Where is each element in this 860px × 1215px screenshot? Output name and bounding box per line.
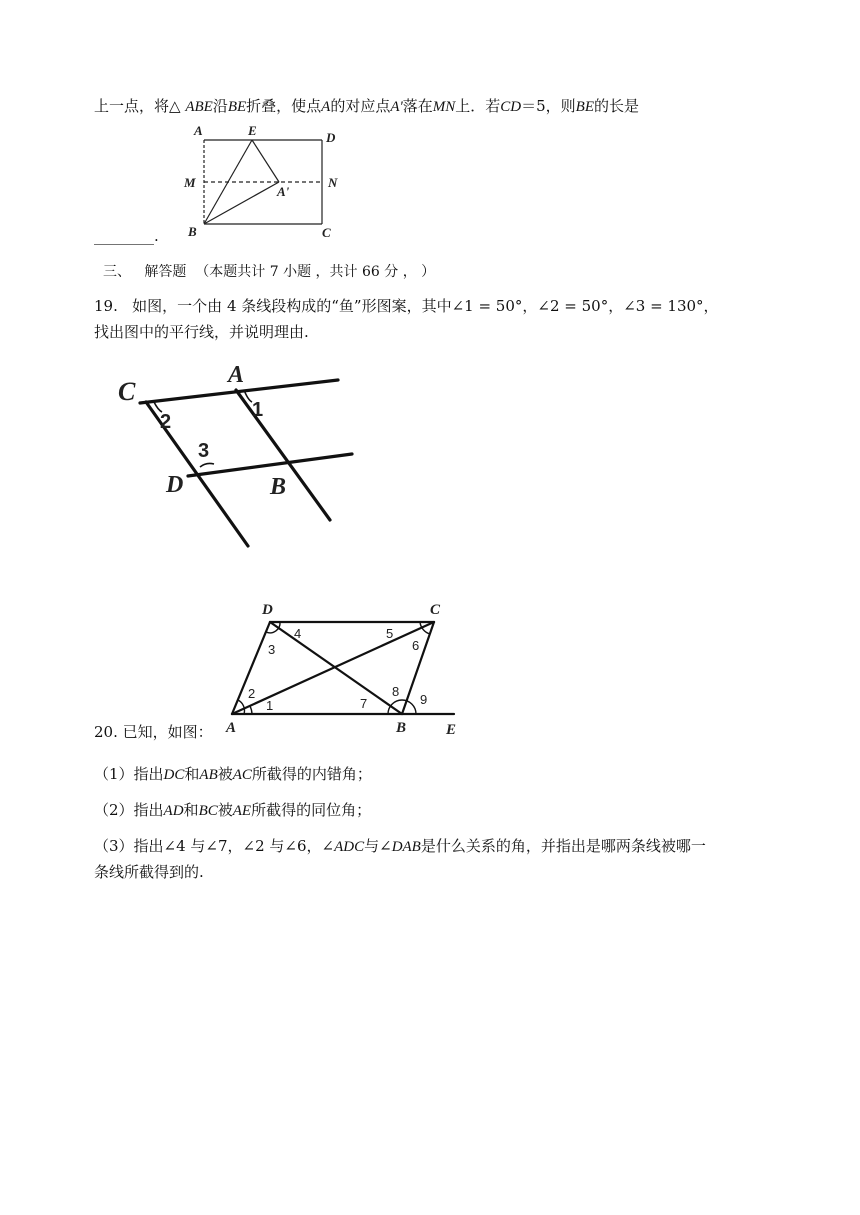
q20-text-part: 与∠ — [364, 837, 392, 855]
q20-text-part: （3）指出∠4 与∠7，∠2 与∠6，∠ — [94, 837, 335, 855]
label-a: A — [194, 123, 203, 138]
line-db — [188, 454, 352, 476]
angle-3-arc — [200, 463, 214, 467]
q18-text-part: 落在 — [402, 97, 433, 115]
label-n: N — [328, 175, 338, 190]
label-c: C — [322, 225, 331, 240]
q18-text-part: ＝5，则 — [521, 97, 576, 115]
angle-3-label: 3 — [268, 642, 276, 657]
q18-text-part: 上一点，将△ — [94, 97, 186, 115]
q20-part3 — [94, 836, 706, 857]
section-title: 解答题 — [144, 264, 187, 280]
q18-text-line — [94, 96, 639, 117]
var-ab: AB — [199, 767, 218, 783]
label-m: M — [184, 175, 196, 190]
q18-var-be: BE — [227, 99, 247, 115]
q20-text-part: （2）指出 — [94, 801, 164, 819]
q18-var-a: A — [321, 99, 331, 115]
q20-part3-line2: 条线所截得到的. — [94, 863, 204, 881]
label-a: A — [226, 720, 237, 736]
q20-text-part: 是什么关系的角，并指出是哪两条线被哪一 — [420, 837, 706, 855]
label-a: A — [228, 362, 245, 388]
q19-line2: 找出图中的平行线，并说明理由. — [94, 323, 309, 341]
angle-4-label: 4 — [294, 626, 302, 641]
angle-1-label: 1 — [266, 698, 274, 713]
angle-9-label: 9 — [420, 692, 428, 707]
blank-period: . — [154, 227, 159, 245]
q18-var-be: BE — [575, 99, 594, 115]
angle-2-label: 2 — [248, 686, 256, 701]
q20-text-part: （1）指出 — [94, 765, 164, 783]
angle-1-label: 1 — [252, 399, 264, 421]
angle-3-label: 3 — [198, 440, 210, 462]
q18-answer-blank[interactable] — [94, 226, 159, 246]
angle-2-label: 2 — [160, 411, 172, 433]
q18-var-abe: ABE — [185, 99, 213, 115]
q20-text-part: 所截得的同位角； — [251, 801, 372, 819]
q18-var-cd: CD — [500, 99, 522, 115]
var-ad: AD — [163, 803, 184, 819]
q20-part1 — [94, 764, 372, 785]
section-number: 三、 — [103, 264, 131, 280]
line-ab — [236, 390, 330, 520]
q18-figure — [180, 120, 350, 245]
label-d: D — [262, 602, 273, 618]
var-adc: ADC — [334, 839, 365, 855]
q20-text-part: 和 — [184, 765, 200, 783]
q20-number: 20. — [94, 723, 118, 741]
answer-blank[interactable]: ________ — [94, 227, 154, 245]
var-ac: AC — [232, 767, 252, 783]
q18-text-part: 的长是 — [593, 97, 639, 115]
q20-text-part: 被 — [217, 765, 233, 783]
angle-7-label: 7 — [360, 696, 368, 711]
q19-line1 — [94, 296, 719, 316]
q20-text-part: 和 — [183, 801, 199, 819]
q18-text-part: 上．若 — [455, 97, 501, 115]
label-c: C — [118, 377, 136, 406]
q18-var-a-prime: A' — [390, 99, 403, 115]
q18-text-part: 沿 — [212, 97, 228, 115]
q18-text-part: 折叠，使点 — [246, 97, 322, 115]
label-a-prime: A' — [277, 184, 290, 199]
section-desc: （本题共计 7 小题 ，共计 66 分 ， ） — [195, 264, 436, 280]
q20-figure — [222, 598, 472, 740]
label-d: D — [326, 130, 336, 145]
seg-ba — [204, 182, 279, 224]
q18-text-part: 的对应点 — [330, 97, 391, 115]
label-e: E — [446, 722, 457, 738]
label-b: B — [188, 224, 197, 239]
label-b: B — [270, 474, 287, 500]
q20-part2 — [94, 800, 371, 821]
label-e: E — [248, 123, 257, 138]
q19-number: 19. — [94, 297, 118, 315]
label-c: C — [430, 602, 441, 618]
q19-text: 如图，一个由 4 条线段构成的“鱼”形图案，其中∠1 = 50°，∠2 = 50°，∠3 = 130°， — [132, 297, 719, 315]
var-bc: BC — [198, 803, 218, 819]
section-header — [103, 262, 435, 282]
label-b: B — [396, 720, 407, 736]
var-dc: DC — [163, 767, 185, 783]
arc-a2 — [250, 706, 252, 714]
q20-intro: 已知，如图： — [122, 723, 213, 741]
label-d: D — [166, 472, 184, 498]
var-ae: AE — [232, 803, 252, 819]
q20-text-part: 所截得的内错角； — [251, 765, 372, 783]
q18-var-mn: MN — [432, 99, 456, 115]
angle-8-label: 8 — [392, 684, 400, 699]
angle-6-label: 6 — [412, 638, 420, 653]
diag-db — [270, 622, 402, 714]
q19-figure — [110, 340, 360, 550]
q20-text-part: 被 — [217, 801, 233, 819]
angle-5-label: 5 — [386, 626, 394, 641]
var-dab: DAB — [391, 839, 421, 855]
seg-ea — [252, 140, 279, 182]
q20-intro-line — [94, 722, 213, 742]
